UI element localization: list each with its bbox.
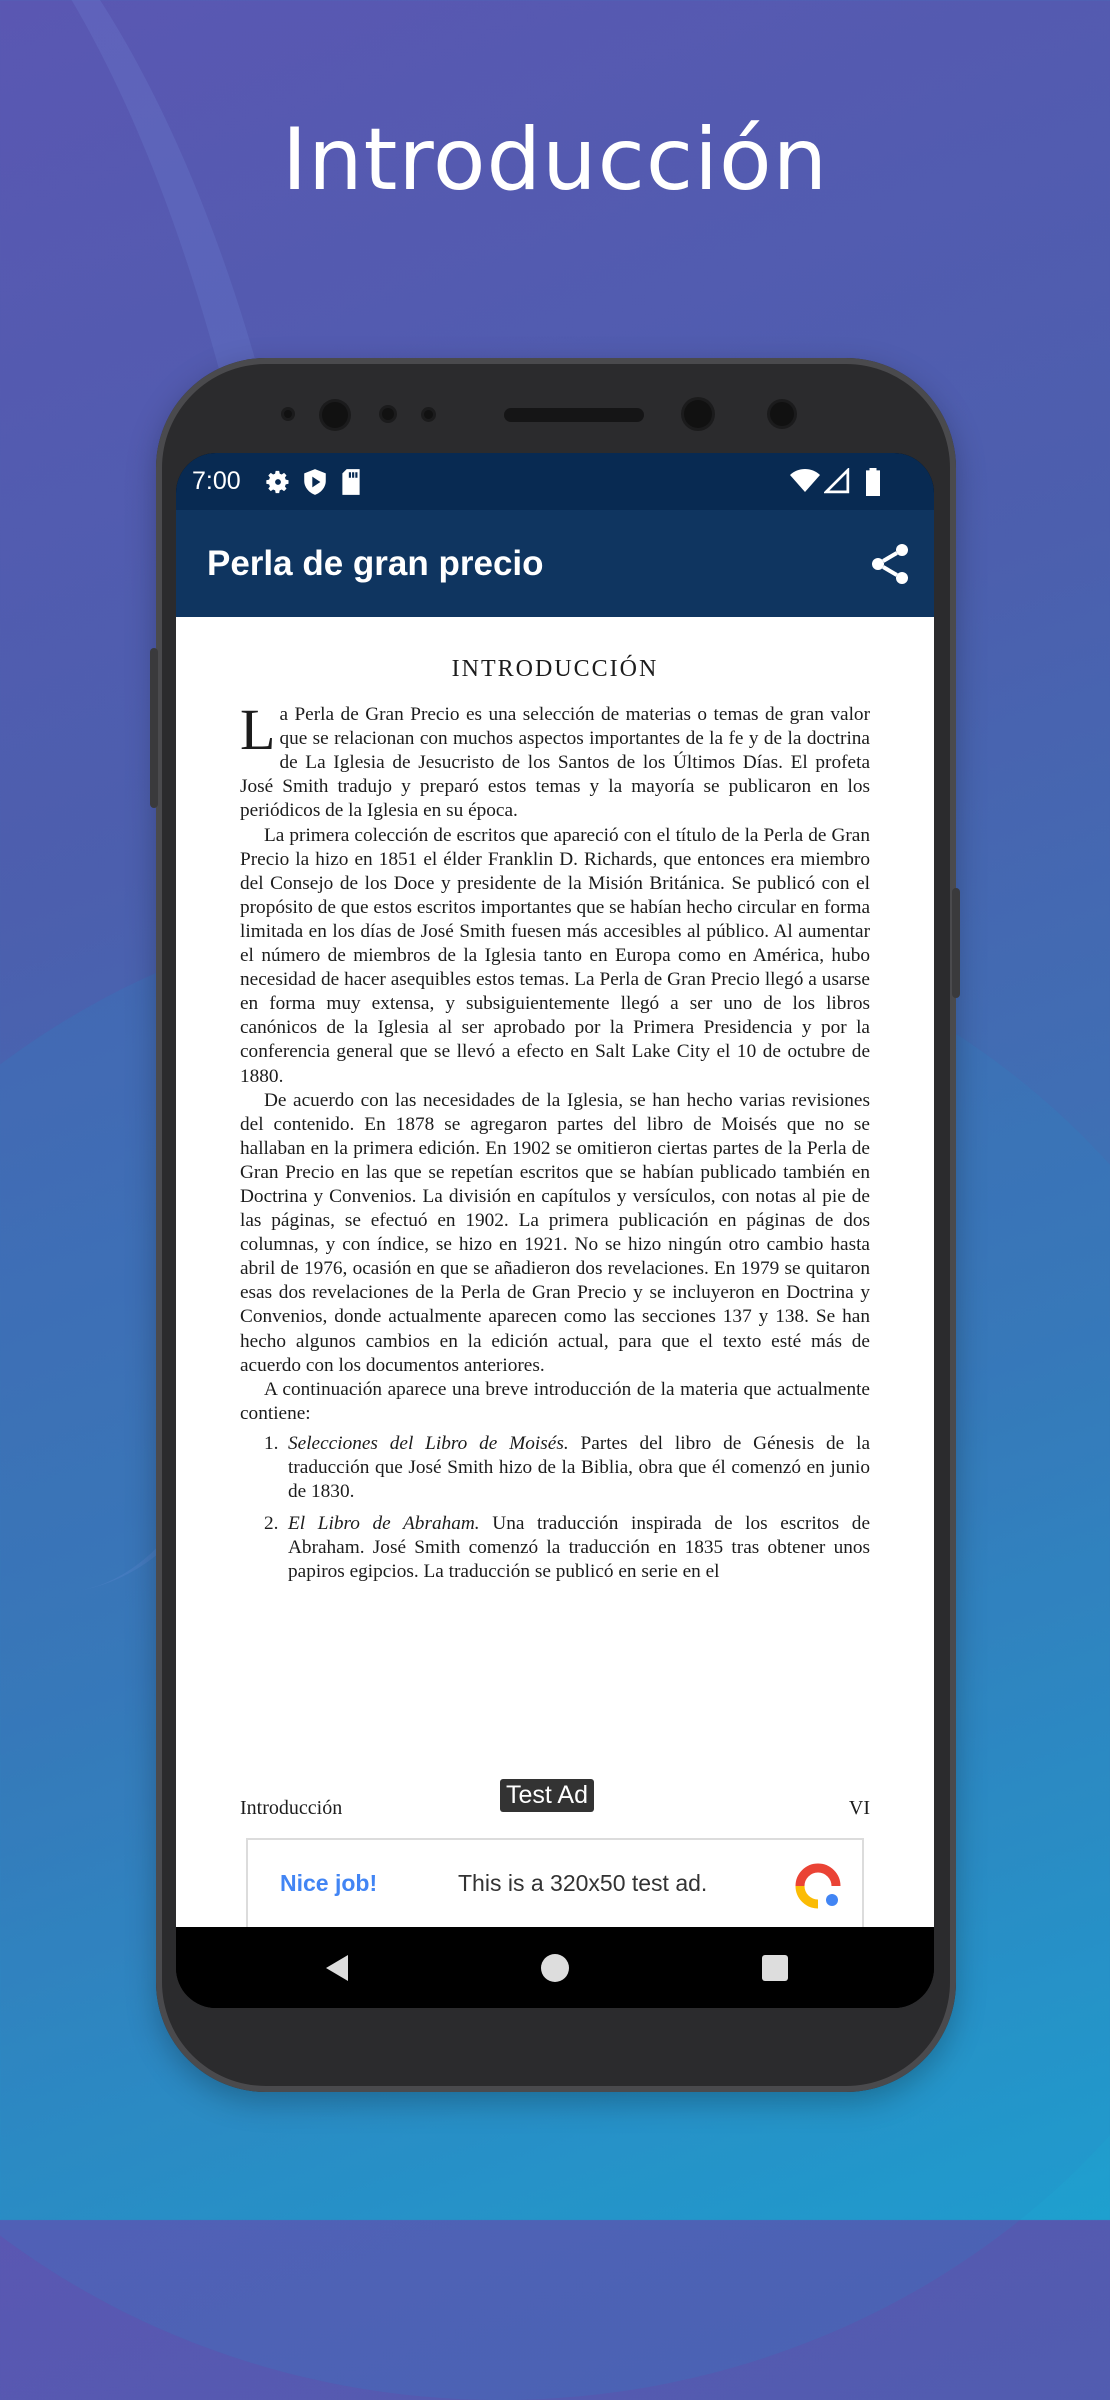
- shield-play-icon: [302, 468, 328, 496]
- paragraph: [240, 697, 870, 823]
- document-body: [240, 657, 870, 1592]
- ad-cta[interactable]: Nice job!: [280, 1870, 378, 1896]
- promo-title: Introducción: [281, 110, 829, 210]
- phone-frame: [156, 358, 956, 2092]
- ad-logo-icon: [794, 1862, 842, 1910]
- paragraph: La primera colección de escritos que apareció con el título de la Perla de Gran Precio la hizo en 1851 el élder Franklin D. Richards, que entonces era miembro del Consejo de los Doce y presidente de la Misión Británica. Se publicó con el propósito de que estos escritos importantes que se habían hecho circular en forma limitada en los días de José Smith fuesen más accesibles al público. Al aumentar el número de miembros de la Iglesia tanto en Europa como en América, hubo necesidad de hacer asequibles estos temas. La Perla de Gran Precio llegó a usarse en forma muy extensa, y subsiguientemente llegó a ser uno de los libros canónicos de la Iglesia al ser aprobado por la Primera Presidencia y por la conferencia general que se llevó a efecto en Salt Lake City el 10 de octubre de 1880.: [240, 824, 870, 1087]
- list-item-text: Una traducción inspirada de los escritos de Abraham. José Smith comenzó la traducción en 1835 tras obtener unos papiros egipcios. La traducción se publicó en serie en el: [288, 1513, 871, 1583]
- home-icon[interactable]: [505, 1927, 605, 2008]
- document-heading: INTRODUCCIÓN: [451, 656, 659, 682]
- app-title: Perla de gran precio: [207, 544, 544, 583]
- settings-gear-icon: [264, 468, 292, 496]
- list-number: 2.: [264, 1513, 279, 1535]
- signal-icon: [824, 468, 850, 494]
- paragraph: De acuerdo con las necesidades de la Iglesia, se han hecho varias revisiones del contenido. En 1878 se agregaron partes del libro de Moisés que no se hallaban en la primera edición. En 1902 se omitieron ciertas partes de la Perla de Gran Precio en las que se repetían escritos que se habían publicado también en Doctrina y Convenios. La división en capítulos y versículos, con notas al pie de las páginas, se efectuó en 1902. La primera publicación en páginas de dos columnas, y con índice, se hizo en 1921. No se hizo ningún otro cambio hasta abril de 1976, ocasión en que se añadieron dos revelaciones. En 1979 se quitaron esas dos revelaciones de la Perla de Gran Precio y se incluyeron en Doctrina y Convenios, donde actualmente aparecen como las secciones 137 y 138. Se han hecho algunos cambios en la edición actual, para que el texto esté más de acuerdo con los documentos anteriores.: [240, 1089, 870, 1376]
- list-number: 1.: [264, 1432, 279, 1454]
- footer-page-number: VI: [848, 1797, 870, 1819]
- list-item: [240, 1432, 870, 1504]
- list-item-title: El Libro de Abraham.: [288, 1513, 480, 1535]
- phone-screen: [176, 453, 934, 2008]
- sd-card-icon: [340, 468, 362, 496]
- earpiece-speaker: [504, 408, 644, 422]
- volume-button: [150, 648, 158, 808]
- sensor-dot: [770, 402, 794, 426]
- document-page[interactable]: [176, 617, 934, 1927]
- content-list: [240, 1432, 870, 1585]
- recents-icon[interactable]: [726, 1927, 826, 2008]
- power-button: [952, 888, 960, 998]
- paragraph-text: a Perla de Gran Precio es una selección de materias o temas de gran valor que se relacionan con muchos aspectos importantes de la fe y de la doctrina de La Iglesia de Jesucristo de los Santos de los Últimos Días. El profeta José Smith tradujo y preparó estos temas y la mayoría se publicaron en los periódicos de la Iglesia en su época.: [240, 704, 870, 822]
- front-camera-secondary: [684, 400, 712, 428]
- sensor-dot: [424, 410, 433, 419]
- footer-section-name: Introducción: [240, 1797, 343, 1819]
- status-bar: [176, 453, 934, 510]
- list-item-title: Selecciones del Libro de Moisés.: [288, 1432, 569, 1454]
- navigation-bar: [176, 1927, 934, 2008]
- list-item-text: Partes del libro de Génesis de la traducción que José Smith hizo de la Biblia, obra que él comenzó en junio de 1830.: [288, 1432, 870, 1503]
- list-item: [240, 1512, 870, 1584]
- app-bar: [176, 510, 934, 617]
- test-ad-badge: Test Ad: [500, 1779, 594, 1812]
- front-camera: [322, 402, 348, 428]
- battery-icon: [864, 468, 882, 496]
- sensor-dot: [284, 410, 292, 418]
- paragraph: A continuación aparece una breve introducción de la materia que actualmente contiene:: [240, 1378, 870, 1424]
- share-icon[interactable]: [866, 540, 914, 588]
- sensor-dot: [382, 408, 394, 420]
- ad-text: This is a 320x50 test ad.: [458, 1870, 708, 1896]
- status-time: 7:00: [192, 467, 241, 495]
- drop-cap: L: [240, 697, 276, 763]
- back-icon[interactable]: [284, 1927, 384, 2008]
- wifi-icon: [790, 468, 820, 494]
- test-ad-banner[interactable]: [246, 1838, 864, 1933]
